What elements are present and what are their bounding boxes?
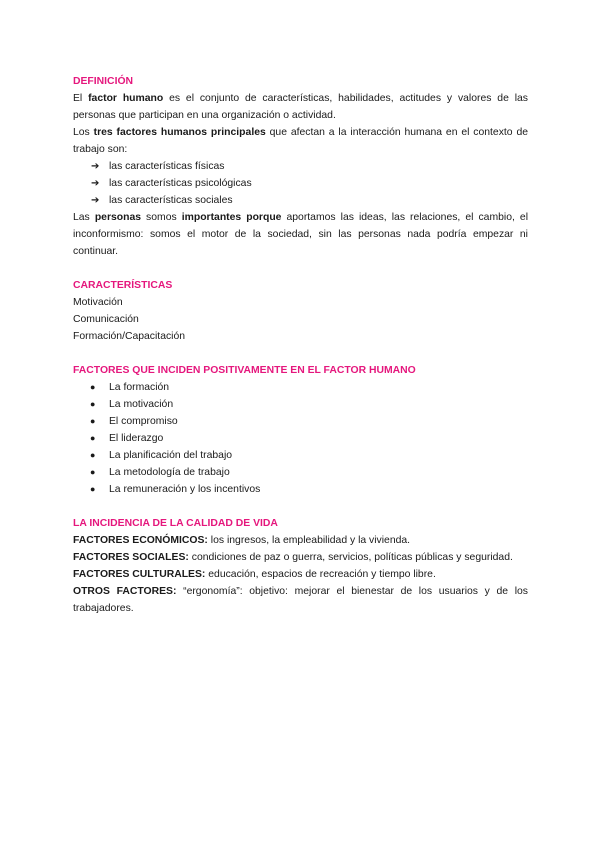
factor-text: los ingresos, la empleabilidad y la vivienda.	[207, 535, 411, 546]
factor-label: FACTORES ECONÓMICOS:	[73, 535, 208, 546]
section-heading-caracteristicas: CARACTERÍSTICAS	[73, 280, 173, 291]
definicion-paragraph-1	[73, 90, 528, 124]
caracteristica-item: Motivación	[73, 297, 123, 308]
list-item	[73, 447, 528, 464]
factor-label: FACTORES SOCIALES:	[73, 552, 189, 563]
bullet-icon: ●	[90, 382, 96, 392]
bold-term: tres factores humanos principales	[93, 127, 266, 138]
caracteristica-item: Formación/Capacitación	[73, 331, 186, 342]
factor-text: condiciones de paz o guerra, servicios, políticas públicas y seguridad.	[188, 552, 513, 563]
bullet-list	[73, 379, 528, 498]
definicion-paragraph-2	[73, 124, 528, 158]
text-span: es el conjunto de características, habilidades, actitudes y valores de las personas que participan en una organización o actividad.	[73, 93, 528, 121]
list-item-text: La planificación del trabajo	[109, 450, 233, 461]
list-item	[73, 396, 528, 413]
bold-term: personas	[94, 212, 142, 223]
arrow-icon: ➔	[91, 195, 100, 206]
list-item	[73, 379, 528, 396]
text-span: Los	[73, 127, 94, 138]
bullet-icon: ●	[90, 416, 96, 426]
list-item	[73, 192, 528, 209]
section-heading-definicion: DEFINICIÓN	[73, 76, 134, 87]
arrow-list	[73, 158, 528, 209]
spacer	[73, 260, 528, 277]
bullet-icon: ●	[90, 484, 96, 494]
incidencia-line	[73, 583, 528, 617]
spacer	[73, 498, 528, 515]
list-item-text: las características psicológicas	[109, 178, 252, 189]
list-item-text: las características sociales	[109, 195, 233, 206]
text-span: somos	[141, 212, 182, 223]
bullet-icon: ●	[90, 399, 96, 409]
text-span: que afectan a la interacción humana en el contexto de trabajo son:	[73, 127, 528, 155]
definicion-paragraph-3	[73, 209, 528, 260]
list-item-text: las características físicas	[109, 161, 225, 172]
bullet-icon: ●	[90, 433, 96, 443]
list-item	[73, 175, 528, 192]
bullet-icon: ●	[90, 450, 96, 460]
section-heading-incidencia: LA INCIDENCIA DE LA CALIDAD DE VIDA	[73, 518, 278, 529]
section-heading-factores: FACTORES QUE INCIDEN POSITIVAMENTE EN EL FACTOR HUMANO	[73, 365, 416, 376]
factor-text: educación, espacios de recreación y tiempo libre.	[205, 569, 436, 580]
incidencia-line	[73, 549, 528, 566]
list-item	[73, 430, 528, 447]
bold-term: importantes porque	[181, 212, 282, 223]
text-span: aportamos las ideas, las relaciones, el cambio, el inconformismo: somos el motor de la sociedad, sin las personas nada podría empezar ni continuar.	[73, 212, 528, 257]
incidencia-line	[73, 566, 528, 583]
caracteristica-item: Comunicación	[73, 314, 139, 325]
list-item-text: La metodología de trabajo	[109, 467, 230, 478]
list-item-text: La motivación	[109, 399, 174, 410]
list-item-text: La remuneración y los incentivos	[109, 484, 261, 495]
text-span: El	[73, 93, 89, 104]
list-item-text: La formación	[109, 382, 170, 393]
factor-label: FACTORES CULTURALES:	[73, 569, 206, 580]
spacer	[73, 345, 528, 362]
factor-label: OTROS FACTORES:	[73, 586, 177, 597]
list-item-text: El liderazgo	[109, 433, 164, 444]
text-span: Las	[73, 212, 95, 223]
list-item	[73, 464, 528, 481]
bold-term: factor humano	[88, 93, 164, 104]
list-item-text: El compromiso	[109, 416, 178, 427]
list-item	[73, 158, 528, 175]
incidencia-line	[73, 532, 528, 549]
arrow-icon: ➔	[91, 178, 100, 189]
list-item	[73, 481, 528, 498]
bullet-icon: ●	[90, 467, 96, 477]
list-item	[73, 413, 528, 430]
arrow-icon: ➔	[91, 161, 100, 172]
factor-text: “ergonomía”: objetivo: mejorar el bienestar de los usuarios y de los trabajadores.	[73, 586, 528, 614]
document-page	[73, 73, 528, 617]
